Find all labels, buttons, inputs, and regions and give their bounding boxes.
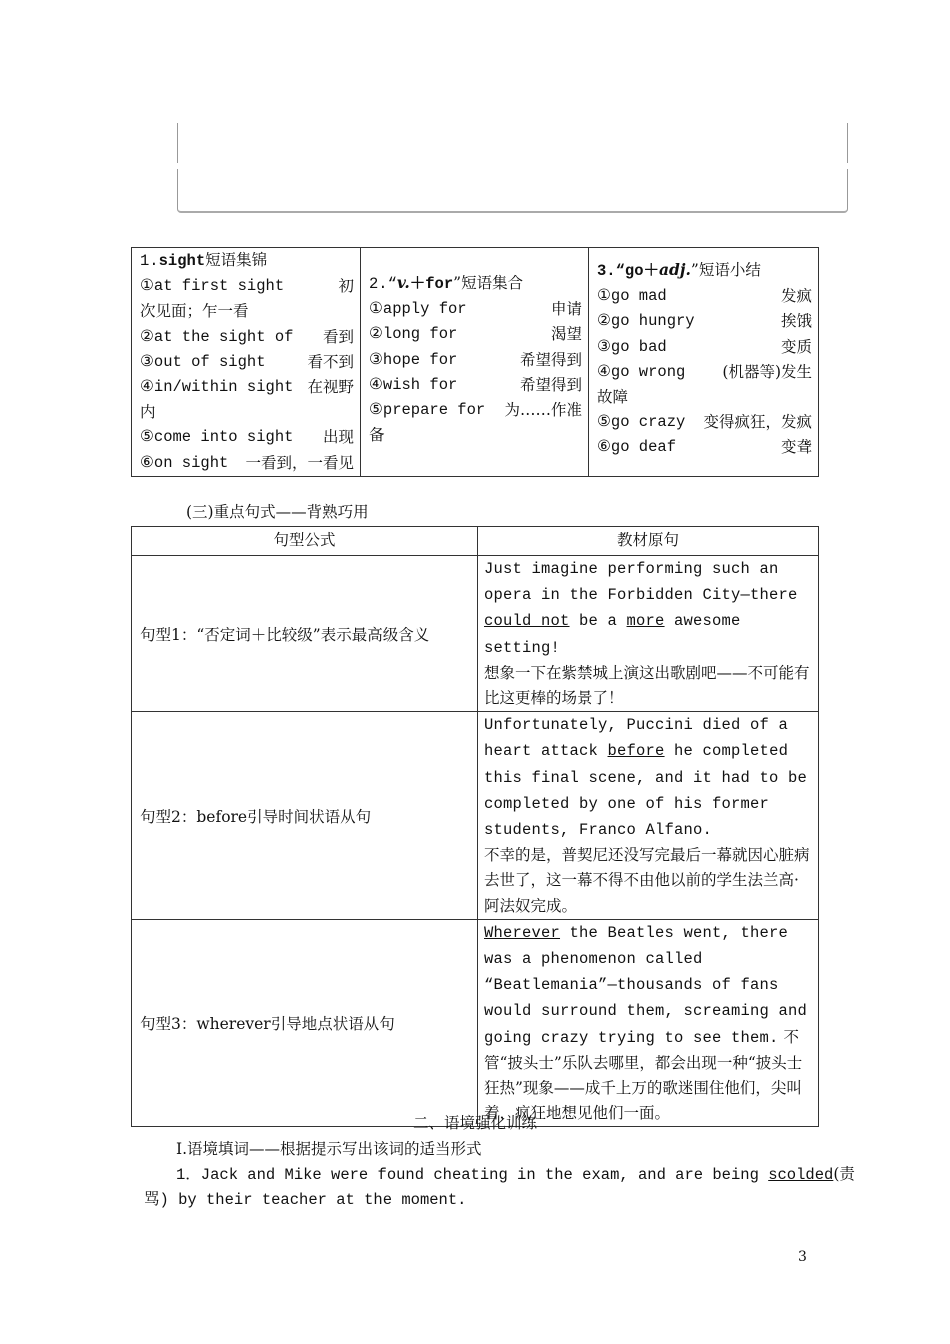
table-row bbox=[132, 919, 819, 1127]
pattern-label: 句型3：wherever引导地点状语从句 bbox=[132, 919, 478, 1127]
phrase-item: 备 bbox=[369, 426, 385, 445]
column-title: 1.sight短语集锦 bbox=[140, 251, 268, 270]
sentence-table bbox=[131, 526, 819, 1127]
phrase-item: ①at first sight 初 bbox=[140, 277, 354, 296]
phrase-item: ①go mad 发疯 bbox=[597, 287, 812, 306]
phrase-item: ④wish for 希望得到 bbox=[369, 375, 582, 394]
pattern-label: 句型2：before引导时间状语从句 bbox=[132, 712, 478, 920]
phrase-item: ③go bad 变质 bbox=[597, 337, 812, 356]
phrase-column-v-for bbox=[361, 248, 589, 477]
example-sentence: Wherever the Beatles went, there was a phenomenon called “Beatlemania”—thousands of fans would surround them, screaming and going crazy trying to see them. 不管“披头士”乐队去哪里，都会出现一种“披头士狂热”现象——成千上万的歌迷围住他们，尖叫着，疯狂地想见他们一面。 bbox=[478, 919, 819, 1127]
phrase-item: ④in/within sight 在视野 bbox=[140, 378, 354, 397]
table-header: 句型公式 bbox=[132, 527, 478, 556]
phrase-item: ⑥on sight 一看到，一看见 bbox=[140, 453, 354, 472]
phrase-item: ③hope for 希望得到 bbox=[369, 350, 582, 369]
phrase-item: ②at the sight of 看到 bbox=[140, 327, 354, 346]
phrase-item: ⑤prepare for 为……作准 bbox=[369, 401, 582, 420]
page-number: 3 bbox=[798, 1249, 807, 1265]
section-title: (三)重点句式——背熟巧用 bbox=[186, 503, 369, 521]
phrase-item: ③out of sight 看不到 bbox=[140, 352, 354, 371]
phrase-item: ①apply for 申请 bbox=[369, 300, 582, 319]
phrase-item: ⑤go crazy 变得疯狂，发疯 bbox=[597, 413, 812, 432]
example-sentence: Just imagine performing such an opera in the Forbidden City—there could not be a more awesome setting! 想象一下在紫禁城上演这出歌剧吧——不可能有比这更棒的场景了！ bbox=[478, 556, 819, 712]
phrase-item: ⑤come into sight 出现 bbox=[140, 428, 354, 447]
phrase-item: ②go hungry 挨饿 bbox=[597, 312, 812, 331]
phrase-item: 内 bbox=[140, 403, 156, 422]
pattern-label: 句型1：“否定词＋比较级”表示最高级含义 bbox=[132, 556, 478, 712]
table-row bbox=[132, 556, 819, 712]
part-title: Ⅰ.语境填词——根据提示写出该词的适当形式 bbox=[176, 1140, 482, 1158]
section-title: 二、语境强化训练 bbox=[412, 1114, 537, 1132]
phrase-item: 次见面；乍一看 bbox=[140, 302, 249, 321]
example-sentence: Unfortunately, Puccini died of a heart attack before he completed this final scene, and it had to be completed by one of his former students, Franco Alfano. 不幸的是，普契尼还没写完最后一幕就因心脏病去世了，这一幕不得不由他以前的学生法兰高·阿法奴完成。 bbox=[478, 712, 819, 920]
phrase-column-sight bbox=[132, 248, 361, 477]
table-header: 教材原句 bbox=[478, 527, 819, 556]
phrase-item: ④go wrong (机器等)发生 bbox=[597, 362, 812, 381]
phrase-item: 故障 bbox=[597, 388, 629, 407]
phrase-item: ⑥go deaf 变聋 bbox=[597, 438, 812, 457]
phrase-table bbox=[131, 247, 819, 477]
table-row bbox=[132, 712, 819, 920]
phrase-item: ②long for 渴望 bbox=[369, 325, 582, 344]
question-1-cont: 骂) by their teacher at the moment. bbox=[144, 1191, 467, 1209]
question-1: 1．Jack and Mike were found cheating in the exam, and are being scolded(责 bbox=[176, 1165, 855, 1184]
column-title: 2.“v.＋for”短语集合 bbox=[369, 273, 524, 293]
column-title: 3.“go＋adj.”短语小结 bbox=[597, 260, 761, 280]
phrase-column-go-adj bbox=[589, 248, 819, 477]
answer-box bbox=[177, 123, 848, 213]
